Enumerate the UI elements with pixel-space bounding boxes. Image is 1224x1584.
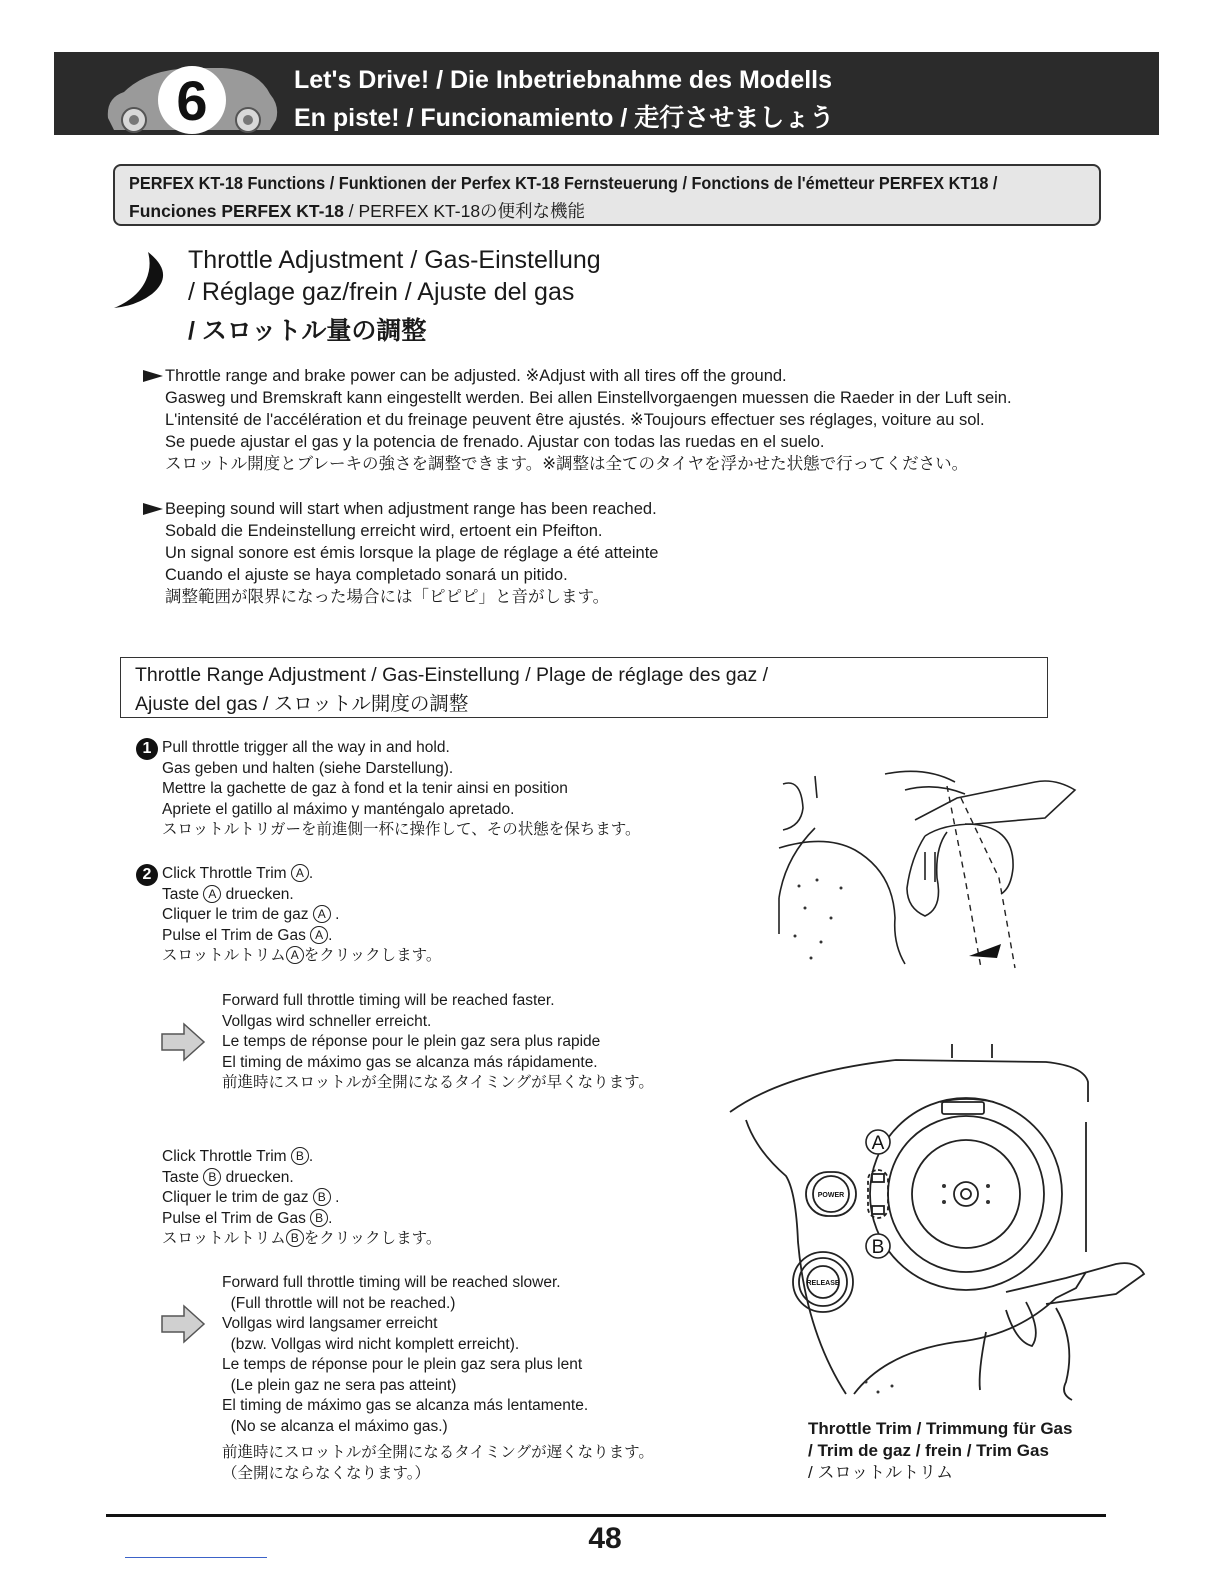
range-box-line1: Throttle Range Adjustment / Gas-Einstellung / Plage de réglage des gaz /: [135, 664, 769, 686]
throttle-heading-line2: / Réglage gaz/frein / Ajuste del gas: [188, 278, 575, 306]
step-2-number: 2: [136, 864, 158, 886]
banner-title-line1: Let's Drive! / Die Inbetriebnahme des Modells: [294, 66, 833, 94]
trigger-illustration: [775, 768, 1085, 978]
trim-b-result-text: [222, 1273, 654, 1484]
step-line: (bzw. Vollgas wird nicht komplett erreicht).: [222, 1335, 520, 1353]
figure-caption: [808, 1418, 1072, 1484]
intro-line: Se puede ajustar el gas y la potencia de frenado. Ajustar con todas las ruedas en el suelo.: [165, 433, 825, 451]
trim-b-symbol: B: [313, 1188, 331, 1206]
trim-b-symbol: B: [310, 1209, 328, 1227]
step-line: 前進時にスロットルが全開になるタイミングが早くなります。: [222, 1074, 654, 1091]
intro-block-1: [165, 365, 1012, 475]
trim-b-symbol: B: [291, 1147, 309, 1165]
step-line: Forward full throttle timing will be reached slower.: [222, 1274, 561, 1291]
step-line: (Le plein gaz ne sera pas atteint): [222, 1376, 457, 1394]
step-line: Pull throttle trigger all the way in and hold.: [162, 739, 450, 756]
step-line: Pulse el Trim de Gas A .: [162, 926, 333, 944]
trim-a-symbol: A: [313, 905, 331, 923]
step-line: Vollgas wird langsamer erreicht: [222, 1315, 438, 1332]
step-1-number: 1: [136, 738, 158, 760]
step-line: Le temps de réponse pour le plein gaz sera plus lent: [222, 1356, 583, 1373]
trim-a-symbol: A: [291, 864, 309, 882]
figure-release-label: RELEASE: [806, 1280, 840, 1287]
figure-power-label: POWER: [817, 1192, 845, 1199]
step-line: Click Throttle Trim A .: [162, 865, 314, 882]
result-arrow-icon: [160, 1304, 206, 1344]
step-line: Mettre la gachette de gaz à fond et la tenir ainsi en position: [162, 780, 568, 797]
figure-trim-a-label: A: [871, 1133, 885, 1154]
step-line: Gas geben und halten (siehe Darstellung).: [162, 759, 454, 777]
figure-trim-b-label: B: [871, 1237, 885, 1258]
step-line: スロットルトリム A をクリックします。: [162, 947, 442, 964]
step-line: (Full throttle will not be reached.): [222, 1294, 456, 1312]
trim-a-symbol: A: [310, 926, 328, 944]
step-line: スロットルトリガーを前進側一杯に操作して、その状態を保ちます。: [162, 821, 641, 838]
step-2-trim-a-text: [162, 864, 441, 967]
intro-line: スロットル開度とブレーキの強さを調整できます。※調整は全てのタイヤを浮かせた状態で行ってください。: [165, 455, 969, 473]
range-box-line2: Ajuste del gas / スロットル開度の調整: [135, 693, 469, 715]
trim-b-symbol: B: [286, 1229, 304, 1247]
step-line: Le temps de réponse pour le plein gaz sera plus rapide: [222, 1033, 601, 1050]
step-line: Apriete el gatillo al máximo y manténgalo apretado.: [162, 800, 515, 818]
footer-link-rule: [125, 1557, 267, 1558]
step-line: Click Throttle Trim B .: [162, 1148, 314, 1165]
intro-line: Beeping sound will start when adjustment range has been reached.: [165, 500, 657, 518]
step-line: El timing de máximo gas se alcanza más rápidamente.: [222, 1053, 598, 1071]
trim-b-symbol: B: [203, 1168, 221, 1186]
step-1-text: [162, 738, 641, 841]
section-number: 6: [176, 69, 208, 132]
step-line: スロットルトリム B をクリックします。: [162, 1230, 442, 1247]
step-line: (No se alcanza el máximo gas.): [222, 1417, 448, 1435]
step-line: Vollgas wird schneller erreicht.: [222, 1012, 432, 1030]
caption-line3: / スロットルトリム: [808, 1463, 954, 1482]
intro-line: 調整範囲が限界になった場合には「ピピピ」と音がします。: [165, 588, 610, 606]
step-line: Cliquer le trim de gaz B .: [162, 1189, 340, 1206]
intro-block-2: [165, 498, 658, 608]
functions-box-line2-bold: Funciones PERFEX KT-18: [129, 201, 344, 221]
bullet-triangle-icon: [143, 503, 163, 515]
caption-line2: / Trim de gaz / frein / Trim Gas: [808, 1441, 1049, 1460]
intro-line: L'intensité de l'accélération et du freinage peuvent être ajustés. ※Toujours effectuer ses réglages, voiture au sol.: [165, 411, 985, 429]
functions-box-line2-jp: / PERFEX KT-18の便利な機能: [343, 201, 586, 221]
intro-line: Gasweg und Bremskraft kann eingestellt werden. Bei allen Einstellvorgaengen muessen die Raeder in der Luft sein.: [165, 389, 1012, 407]
banner-title-line2: En piste! / Funcionamiento / 走行させましょう: [294, 104, 835, 132]
intro-line: Throttle range and brake power can be adjusted. ※Adjust with all tires off the ground.: [165, 367, 787, 385]
bullet-triangle-icon: [143, 370, 163, 382]
intro-line: Sobald die Endeinstellung erreicht wird, ertoent ein Pfeifton.: [165, 522, 603, 540]
intro-line: Cuando el ajuste se haya completado sonará un pitido.: [165, 566, 568, 584]
step-line: Cliquer le trim de gaz A .: [162, 906, 340, 923]
step-line: Taste A druecken.: [162, 885, 294, 903]
step-line: El timing de máximo gas se alcanza más lentamente.: [222, 1397, 589, 1414]
trim-a-symbol: A: [286, 946, 304, 964]
step-2-trim-b-text: [162, 1147, 441, 1250]
intro-line: Un signal sonore est émis lorsque la plage de réglage a été atteinte: [165, 544, 659, 562]
functions-box-line2: [129, 198, 585, 223]
transmitter-illustration: [716, 1042, 1146, 1402]
result-arrow-icon: [160, 1022, 206, 1062]
section-banner: [54, 52, 1159, 135]
trim-a-result-text: [222, 991, 654, 1094]
trim-a-symbol: A: [203, 885, 221, 903]
step-line: 前進時にスロットルが全開になるタイミングが遅くなります。: [222, 1444, 654, 1461]
swoosh-icon: [112, 250, 174, 310]
range-adjustment-box: [120, 657, 1048, 718]
step-line: Pulse el Trim de Gas B .: [162, 1209, 333, 1227]
throttle-heading-line1: Throttle Adjustment / Gas-Einstellung: [188, 246, 601, 274]
caption-line1: Throttle Trim / Trimmung für Gas: [808, 1419, 1073, 1438]
throttle-heading-line3: / スロットル量の調整: [188, 317, 427, 345]
footer-rule: [106, 1514, 1106, 1517]
functions-box: [113, 164, 1101, 226]
page-number: 48: [588, 1522, 622, 1555]
functions-box-line1: PERFEX KT-18 Functions / Funktionen der Perfex KT-18 Fernsteuerung / Fonctions de l'émetteur PERFEX KT18 /: [129, 173, 998, 193]
step-line: Forward full throttle timing will be reached faster.: [222, 992, 555, 1009]
step-line: Taste B druecken.: [162, 1168, 294, 1186]
car-number-icon: [102, 58, 282, 134]
step-line: （全開にならなくなります。）: [222, 1464, 431, 1482]
